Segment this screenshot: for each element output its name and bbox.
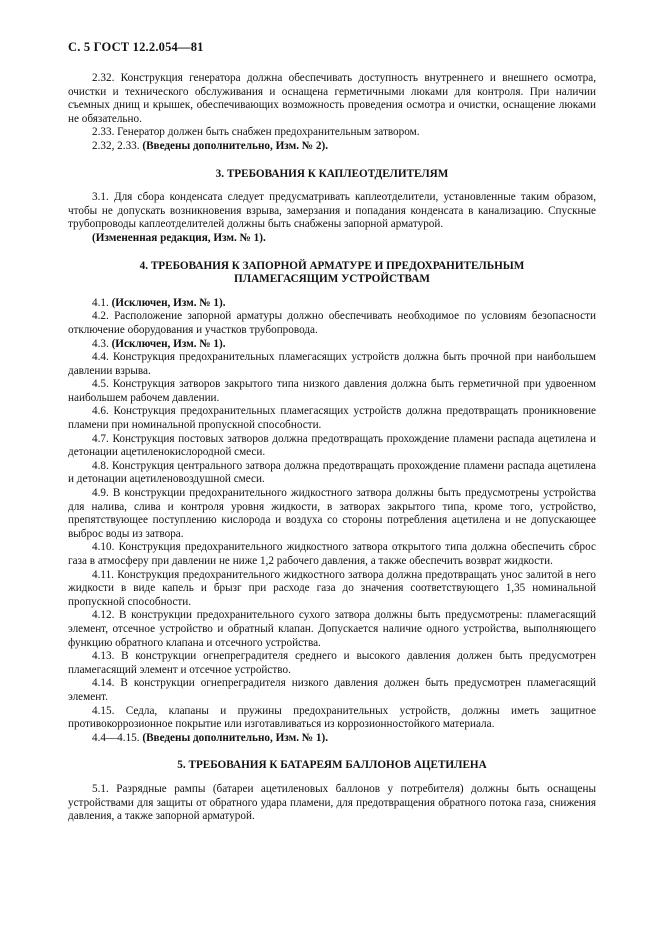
clause-number: 4.1. bbox=[92, 296, 109, 309]
clause-2-33: 2.33. Генератор должен быть снабжен предохранительным затвором. bbox=[92, 126, 420, 139]
clause-2-32: 2.32. Конструкция генератора должна обеспечивать доступность внутреннего и внешнего осмотра, очистки и технического обслуживания и оснащена герметичными люками для контроля. При наличии съемных днищ и крышек, обеспечивающих возможность проведения осмотра и очистки, оснащение люками не обязательно. bbox=[68, 72, 596, 125]
clause-2-note bbox=[68, 140, 596, 154]
section-4-heading-line2: ПЛАМЕГАСЯЩИМ УСТРОЙСТВАМ bbox=[234, 273, 430, 286]
amendment-note: (Введены дополнительно, Изм. № 1). bbox=[142, 731, 329, 744]
clause-5-1: 5.1. Разрядные рампы (батареи ацетиленовых баллонов у потребителя) должны быть оснащены устройствами для защиты от обратного удара пламени, для предотвращения обратного потока газа, снижения давления, а также запорной арматурой. bbox=[68, 782, 596, 823]
amendment-note: (Измененная редакция, Изм. № 1). bbox=[92, 231, 266, 244]
clause-4-14: 4.14. В конструкции огнепреградителя низкого давления должен быть предусмотрен пламегасящий элемент. bbox=[68, 677, 596, 703]
clause-4-11: 4.11. Конструкция предохранительного жидкостного затвора должна предотвращать унос залитой в него жидкости в виде капель и брызг при расходе газа до значения соответствующего 1,35 номинальной пропускной способности. bbox=[68, 568, 596, 608]
clause-4-15: 4.15. Седла, клапаны и пружины предохранительных устройств, должны иметь защитное противокоррозионное покрытие или изготавливаться из коррозионностойкого материала. bbox=[68, 704, 596, 731]
section-3-heading: 3. ТРЕБОВАНИЯ К КАПЛЕОТДЕЛИТЕЛЯМ bbox=[215, 167, 449, 180]
clause-4-10: 4.10. Конструкция предохранительного жидкостного затвора открытого типа должна обеспечить сброс газа в атмосферу при давлении не ниже 1,2 рабочего давления, а также обеспечить возврат жидкости. bbox=[68, 541, 596, 567]
note-number: 2.32, 2.33. bbox=[92, 139, 140, 152]
clause-3-note bbox=[68, 232, 596, 246]
clause-4-5: 4.5. Конструкция затворов закрытого типа низкого давления должна быть герметичной при удвоенном наибольшем рабочем давлении. bbox=[68, 378, 596, 404]
clause-4-13: 4.13. В конструкции огнепреградителя среднего и высокого давления должен быть предусмотрен пламегасящий элемент и отсечное устройство. bbox=[68, 650, 596, 676]
amendment-note: (Исключен, Изм. № 1). bbox=[111, 296, 226, 309]
clause-4-4: 4.4. Конструкция предохранительных пламегасящих устройств должна быть прочной при наибольшем давлении взрыва. bbox=[68, 351, 596, 377]
amendment-note: (Исключен, Изм. № 1). bbox=[111, 337, 226, 350]
clause-number: 4.3. bbox=[92, 337, 109, 350]
amendment-note: (Введены дополнительно, Изм. № 2). bbox=[142, 139, 329, 152]
clause-4-6: 4.6. Конструкция предохранительных пламегасящих устройств должна предотвращать проникновение пламени при номинальной пропускной способности. bbox=[68, 405, 596, 432]
page-header: С. 5 ГОСТ 12.2.054—81 bbox=[68, 40, 204, 54]
clause-4-note bbox=[68, 732, 596, 746]
clause-4-2: 4.2. Расположение запорной арматуры должно обеспечивать необходимое по условиям безопасности отключение оборудования и участков трубопровода. bbox=[68, 310, 596, 336]
clause-3-1: 3.1. Для сбора конденсата следует предусматривать каплеотделители, установленные таким образом, чтобы не допускать возникновения взрыва, замерзания и попадания конденсата в канализацию. Спускные трубопроводы каплеотделителей должны быть снабжены запорной арматурой. bbox=[68, 191, 596, 231]
clause-4-8: 4.8. Конструкция центрального затвора должна предотвращать прохождение пламени распада ацетилена и детонации ацетиленовоздушной смеси. bbox=[68, 459, 596, 486]
note-number: 4.4—4.15. bbox=[92, 731, 140, 744]
clause-4-7: 4.7. Конструкция постовых затворов должна предотвращать прохождение пламени распада ацетилена и детонации ацетиленокислородной смеси. bbox=[68, 432, 596, 459]
clause-4-1 bbox=[68, 297, 596, 311]
section-4-heading-line1: 4. ТРЕБОВАНИЯ К ЗАПОРНОЙ АРМАТУРЕ И ПРЕДОХРАНИТЕЛЬНЫМ bbox=[139, 259, 525, 272]
clause-4-12: 4.12. В конструкции предохранительного сухого затвора должны быть предусмотрены: пламегасящий элемент, отсечное устройство и обратный клапан. Допускается наличие одного устройства, выполняющего функцию обратного клапана и отсечного устройства. bbox=[68, 609, 596, 649]
clause-4-9: 4.9. В конструкции предохранительного жидкостного затвора должны быть предусмотрены устройства для налива, слива и контроля уровня жидкости, в затворах закрытого типа, кроме того, устройство, препятствующее поступлению кислорода и воздуха со стороны потребления ацетилена и не допускающее выброс воды из затвора. bbox=[68, 487, 596, 540]
document-body bbox=[68, 72, 596, 824]
section-5-heading: 5. ТРЕБОВАНИЯ К БАТАРЕЯМ БАЛЛОНОВ АЦЕТИЛЕНА bbox=[177, 759, 487, 772]
section-4-heading bbox=[68, 260, 596, 287]
clause-4-3 bbox=[68, 338, 596, 352]
